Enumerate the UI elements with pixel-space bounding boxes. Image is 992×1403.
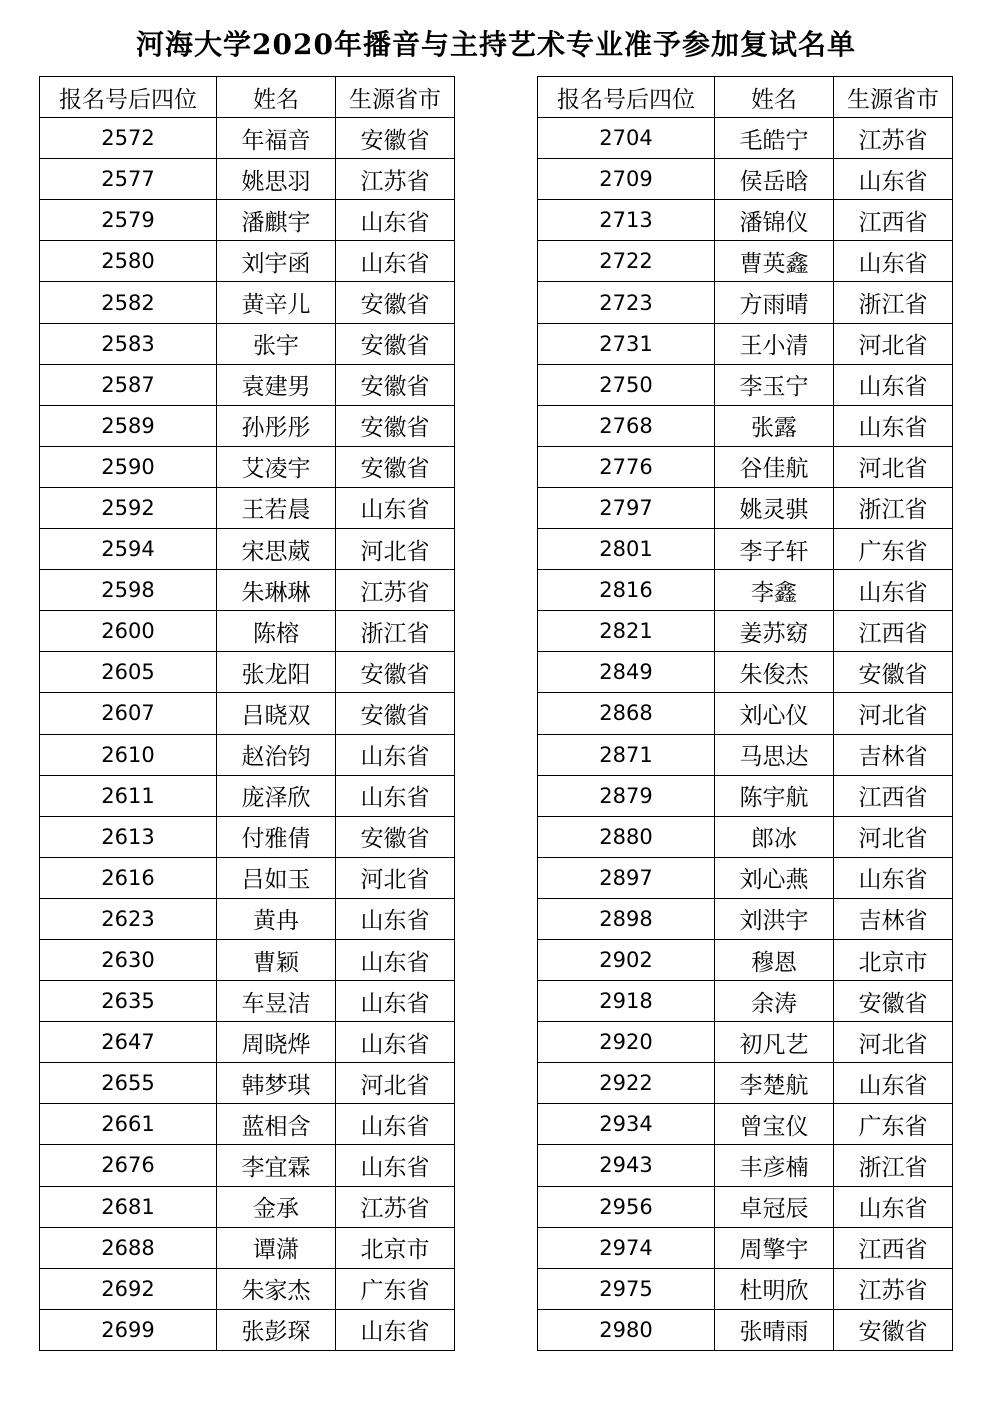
table-row — [538, 939, 953, 980]
province-cell: 山东省 — [336, 1145, 455, 1186]
table-row — [538, 282, 953, 323]
province-cell: 广东省 — [336, 1268, 455, 1309]
table-row — [40, 1268, 455, 1309]
province-cell: 浙江省 — [336, 611, 455, 652]
column-header: 报名号后四位 — [538, 77, 715, 118]
table-row — [40, 1186, 455, 1227]
table-row — [40, 446, 455, 487]
registration-suffix-cell: 2956 — [538, 1186, 715, 1227]
province-cell: 广东省 — [834, 529, 953, 570]
name-cell: 李子轩 — [715, 529, 834, 570]
table-row — [538, 1309, 953, 1350]
province-cell: 安徽省 — [336, 118, 455, 159]
table-row — [40, 159, 455, 200]
province-cell: 江苏省 — [336, 570, 455, 611]
registration-suffix-cell: 2704 — [538, 118, 715, 159]
province-cell: 山东省 — [834, 857, 953, 898]
table-row — [40, 611, 455, 652]
registration-suffix-cell: 2868 — [538, 693, 715, 734]
name-cell: 潘麒宇 — [217, 200, 336, 241]
province-cell: 江苏省 — [336, 159, 455, 200]
name-cell: 王若晨 — [217, 487, 336, 528]
column-header: 生源省市 — [336, 77, 455, 118]
table-row — [40, 570, 455, 611]
registration-suffix-cell: 2871 — [538, 734, 715, 775]
registration-suffix-cell: 2880 — [538, 816, 715, 857]
name-cell: 李玉宁 — [715, 364, 834, 405]
table-row — [538, 487, 953, 528]
name-cell: 丰彦楠 — [715, 1145, 834, 1186]
province-cell: 山东省 — [336, 734, 455, 775]
table-row — [40, 200, 455, 241]
header-row — [538, 77, 953, 118]
name-cell: 侯岳晗 — [715, 159, 834, 200]
name-cell: 袁建男 — [217, 364, 336, 405]
registration-suffix-cell: 2722 — [538, 241, 715, 282]
province-cell: 江西省 — [834, 200, 953, 241]
registration-suffix-cell: 2849 — [538, 652, 715, 693]
name-cell: 黄冉 — [217, 898, 336, 939]
table-row — [538, 241, 953, 282]
name-cell: 年福音 — [217, 118, 336, 159]
name-cell: 杜明欣 — [715, 1268, 834, 1309]
name-cell: 周擎宇 — [715, 1227, 834, 1268]
name-cell: 王小清 — [715, 323, 834, 364]
name-cell: 张露 — [715, 405, 834, 446]
registration-suffix-cell: 2613 — [40, 816, 217, 857]
province-cell: 河北省 — [834, 693, 953, 734]
province-cell: 北京市 — [834, 939, 953, 980]
name-cell: 张晴雨 — [715, 1309, 834, 1350]
name-cell: 孙彤彤 — [217, 405, 336, 446]
name-cell: 金承 — [217, 1186, 336, 1227]
registration-suffix-cell: 2600 — [40, 611, 217, 652]
registration-suffix-cell: 2580 — [40, 241, 217, 282]
name-cell: 韩梦琪 — [217, 1063, 336, 1104]
province-cell: 安徽省 — [834, 652, 953, 693]
name-cell: 艾凌宇 — [217, 446, 336, 487]
registration-suffix-cell: 2589 — [40, 405, 217, 446]
registration-suffix-cell: 2635 — [40, 981, 217, 1022]
registration-suffix-cell: 2918 — [538, 981, 715, 1022]
province-cell: 山东省 — [834, 364, 953, 405]
province-cell: 山东省 — [336, 1104, 455, 1145]
name-cell: 吕如玉 — [217, 857, 336, 898]
registration-suffix-cell: 2611 — [40, 775, 217, 816]
registration-suffix-cell: 2594 — [40, 529, 217, 570]
province-cell: 山东省 — [336, 200, 455, 241]
name-cell: 姚思羽 — [217, 159, 336, 200]
table-row — [538, 405, 953, 446]
province-cell: 山东省 — [336, 939, 455, 980]
province-cell: 山东省 — [834, 241, 953, 282]
name-cell: 蓝相含 — [217, 1104, 336, 1145]
page-title: 河海大学2020年播音与主持艺术专业准予参加复试名单 — [136, 28, 856, 61]
table-row — [40, 1063, 455, 1104]
table-row — [538, 1268, 953, 1309]
name-cell: 刘心燕 — [715, 857, 834, 898]
province-cell: 安徽省 — [834, 981, 953, 1022]
registration-suffix-cell: 2934 — [538, 1104, 715, 1145]
province-cell: 山东省 — [336, 1309, 455, 1350]
province-cell: 山东省 — [834, 1063, 953, 1104]
name-cell: 刘心仪 — [715, 693, 834, 734]
registration-suffix-cell: 2699 — [40, 1309, 217, 1350]
registration-suffix-cell: 2582 — [40, 282, 217, 323]
province-cell: 山东省 — [834, 159, 953, 200]
table-row — [538, 1227, 953, 1268]
registration-suffix-cell: 2943 — [538, 1145, 715, 1186]
registration-suffix-cell: 2975 — [538, 1268, 715, 1309]
province-cell: 安徽省 — [336, 364, 455, 405]
registration-suffix-cell: 2980 — [538, 1309, 715, 1350]
province-cell: 吉林省 — [834, 898, 953, 939]
table-row — [538, 611, 953, 652]
registration-suffix-cell: 2572 — [40, 118, 217, 159]
table-row — [538, 323, 953, 364]
registration-suffix-cell: 2879 — [538, 775, 715, 816]
registration-suffix-cell: 2821 — [538, 611, 715, 652]
table-row — [40, 652, 455, 693]
registration-suffix-cell: 2598 — [40, 570, 217, 611]
table-row — [40, 1309, 455, 1350]
table-row — [538, 200, 953, 241]
registration-suffix-cell: 2709 — [538, 159, 715, 200]
name-cell: 张宇 — [217, 323, 336, 364]
table-row — [538, 446, 953, 487]
name-cell: 谷佳航 — [715, 446, 834, 487]
table-row — [538, 1186, 953, 1227]
registration-suffix-cell: 2750 — [538, 364, 715, 405]
registration-suffix-cell: 2816 — [538, 570, 715, 611]
name-cell: 郎冰 — [715, 816, 834, 857]
name-cell: 车昱洁 — [217, 981, 336, 1022]
province-cell: 河北省 — [834, 446, 953, 487]
name-cell: 朱琳琳 — [217, 570, 336, 611]
registration-suffix-cell: 2922 — [538, 1063, 715, 1104]
roster-body-left — [40, 77, 455, 1351]
registration-suffix-cell: 2731 — [538, 323, 715, 364]
table-row — [538, 816, 953, 857]
province-cell: 山东省 — [336, 487, 455, 528]
table-row — [40, 775, 455, 816]
table-row — [538, 1104, 953, 1145]
province-cell: 山东省 — [834, 1186, 953, 1227]
column-header: 生源省市 — [834, 77, 953, 118]
province-cell: 北京市 — [336, 1227, 455, 1268]
province-cell: 江苏省 — [336, 1186, 455, 1227]
table-row — [40, 857, 455, 898]
province-cell: 山东省 — [336, 898, 455, 939]
table-row — [538, 734, 953, 775]
name-cell: 马思达 — [715, 734, 834, 775]
registration-suffix-cell: 2605 — [40, 652, 217, 693]
registration-suffix-cell: 2897 — [538, 857, 715, 898]
registration-suffix-cell: 2768 — [538, 405, 715, 446]
table-row — [40, 939, 455, 980]
name-cell: 张龙阳 — [217, 652, 336, 693]
registration-suffix-cell: 2655 — [40, 1063, 217, 1104]
province-cell: 安徽省 — [336, 693, 455, 734]
registration-suffix-cell: 2723 — [538, 282, 715, 323]
registration-suffix-cell: 2676 — [40, 1145, 217, 1186]
name-cell: 谭潇 — [217, 1227, 336, 1268]
province-cell: 山东省 — [336, 775, 455, 816]
registration-suffix-cell: 2776 — [538, 446, 715, 487]
registration-suffix-cell: 2592 — [40, 487, 217, 528]
table-row — [40, 364, 455, 405]
registration-suffix-cell: 2616 — [40, 857, 217, 898]
name-cell: 曹英鑫 — [715, 241, 834, 282]
table-row — [40, 898, 455, 939]
name-cell: 李宜霖 — [217, 1145, 336, 1186]
name-cell: 宋思葳 — [217, 529, 336, 570]
name-cell: 李楚航 — [715, 1063, 834, 1104]
name-cell: 毛皓宁 — [715, 118, 834, 159]
registration-suffix-cell: 2974 — [538, 1227, 715, 1268]
table-row — [40, 1022, 455, 1063]
name-cell: 李鑫 — [715, 570, 834, 611]
registration-suffix-cell: 2920 — [538, 1022, 715, 1063]
header-row — [40, 77, 455, 118]
province-cell: 安徽省 — [336, 282, 455, 323]
province-cell: 江西省 — [834, 611, 953, 652]
registration-suffix-cell: 2647 — [40, 1022, 217, 1063]
roster-body-right — [538, 77, 953, 1351]
province-cell: 山东省 — [336, 241, 455, 282]
name-cell: 张彭琛 — [217, 1309, 336, 1350]
province-cell: 安徽省 — [336, 323, 455, 364]
registration-suffix-cell: 2579 — [40, 200, 217, 241]
table-row — [538, 652, 953, 693]
province-cell: 江苏省 — [834, 118, 953, 159]
registration-suffix-cell: 2688 — [40, 1227, 217, 1268]
province-cell: 广东省 — [834, 1104, 953, 1145]
table-row — [538, 775, 953, 816]
province-cell: 山东省 — [336, 1022, 455, 1063]
name-cell: 刘洪宇 — [715, 898, 834, 939]
table-row — [538, 1063, 953, 1104]
name-cell: 姜苏窈 — [715, 611, 834, 652]
province-cell: 江西省 — [834, 775, 953, 816]
table-row — [538, 159, 953, 200]
name-cell: 吕晓双 — [217, 693, 336, 734]
registration-suffix-cell: 2801 — [538, 529, 715, 570]
table-row — [40, 1227, 455, 1268]
province-cell: 浙江省 — [834, 1145, 953, 1186]
name-cell: 陈榕 — [217, 611, 336, 652]
province-cell: 河北省 — [834, 1022, 953, 1063]
table-row — [538, 898, 953, 939]
column-header: 姓名 — [715, 77, 834, 118]
column-header: 报名号后四位 — [40, 77, 217, 118]
province-cell: 江苏省 — [834, 1268, 953, 1309]
province-cell: 吉林省 — [834, 734, 953, 775]
registration-suffix-cell: 2681 — [40, 1186, 217, 1227]
table-row — [538, 1022, 953, 1063]
province-cell: 安徽省 — [336, 816, 455, 857]
province-cell: 河北省 — [834, 816, 953, 857]
province-cell: 河北省 — [336, 857, 455, 898]
table-row — [40, 529, 455, 570]
roster-table-left — [39, 76, 455, 1351]
province-cell: 安徽省 — [336, 446, 455, 487]
province-cell: 山东省 — [834, 405, 953, 446]
name-cell: 朱俊杰 — [715, 652, 834, 693]
table-row — [40, 487, 455, 528]
name-cell: 陈宇航 — [715, 775, 834, 816]
table-row — [40, 981, 455, 1022]
province-cell: 山东省 — [834, 570, 953, 611]
name-cell: 周晓烨 — [217, 1022, 336, 1063]
province-cell: 山东省 — [336, 981, 455, 1022]
registration-suffix-cell: 2590 — [40, 446, 217, 487]
province-cell: 浙江省 — [834, 487, 953, 528]
registration-suffix-cell: 2587 — [40, 364, 217, 405]
province-cell: 河北省 — [336, 1063, 455, 1104]
name-cell: 潘锦仪 — [715, 200, 834, 241]
name-cell: 方雨晴 — [715, 282, 834, 323]
registration-suffix-cell: 2902 — [538, 939, 715, 980]
registration-suffix-cell: 2623 — [40, 898, 217, 939]
registration-suffix-cell: 2898 — [538, 898, 715, 939]
province-cell: 安徽省 — [834, 1309, 953, 1350]
name-cell: 姚灵骐 — [715, 487, 834, 528]
table-row — [40, 816, 455, 857]
table-row — [538, 1145, 953, 1186]
name-cell: 庞泽欣 — [217, 775, 336, 816]
province-cell: 浙江省 — [834, 282, 953, 323]
table-row — [40, 734, 455, 775]
table-row — [40, 1104, 455, 1145]
name-cell: 朱家杰 — [217, 1268, 336, 1309]
registration-suffix-cell: 2713 — [538, 200, 715, 241]
registration-suffix-cell: 2577 — [40, 159, 217, 200]
province-cell: 河北省 — [336, 529, 455, 570]
table-row — [538, 529, 953, 570]
registration-suffix-cell: 2630 — [40, 939, 217, 980]
name-cell: 赵治钧 — [217, 734, 336, 775]
table-row — [40, 1145, 455, 1186]
name-cell: 黄辛儿 — [217, 282, 336, 323]
registration-suffix-cell: 2583 — [40, 323, 217, 364]
registration-suffix-cell: 2607 — [40, 693, 217, 734]
roster-table-right — [537, 76, 953, 1351]
table-row — [538, 364, 953, 405]
table-row — [538, 118, 953, 159]
province-cell: 江西省 — [834, 1227, 953, 1268]
province-cell: 河北省 — [834, 323, 953, 364]
table-row — [538, 981, 953, 1022]
table-row — [40, 323, 455, 364]
province-cell: 安徽省 — [336, 652, 455, 693]
table-row — [538, 570, 953, 611]
name-cell: 卓冠辰 — [715, 1186, 834, 1227]
name-cell: 余涛 — [715, 981, 834, 1022]
province-cell: 安徽省 — [336, 405, 455, 446]
name-cell: 穆恩 — [715, 939, 834, 980]
table-row — [538, 857, 953, 898]
registration-suffix-cell: 2692 — [40, 1268, 217, 1309]
name-cell: 曹颖 — [217, 939, 336, 980]
registration-suffix-cell: 2661 — [40, 1104, 217, 1145]
column-header: 姓名 — [217, 77, 336, 118]
name-cell: 初凡艺 — [715, 1022, 834, 1063]
table-row — [40, 241, 455, 282]
table-row — [40, 118, 455, 159]
registration-suffix-cell: 2797 — [538, 487, 715, 528]
table-row — [40, 282, 455, 323]
table-row — [40, 693, 455, 734]
table-row — [40, 405, 455, 446]
table-row — [538, 693, 953, 734]
registration-suffix-cell: 2610 — [40, 734, 217, 775]
name-cell: 刘宇函 — [217, 241, 336, 282]
name-cell: 付雅倩 — [217, 816, 336, 857]
name-cell: 曾宝仪 — [715, 1104, 834, 1145]
